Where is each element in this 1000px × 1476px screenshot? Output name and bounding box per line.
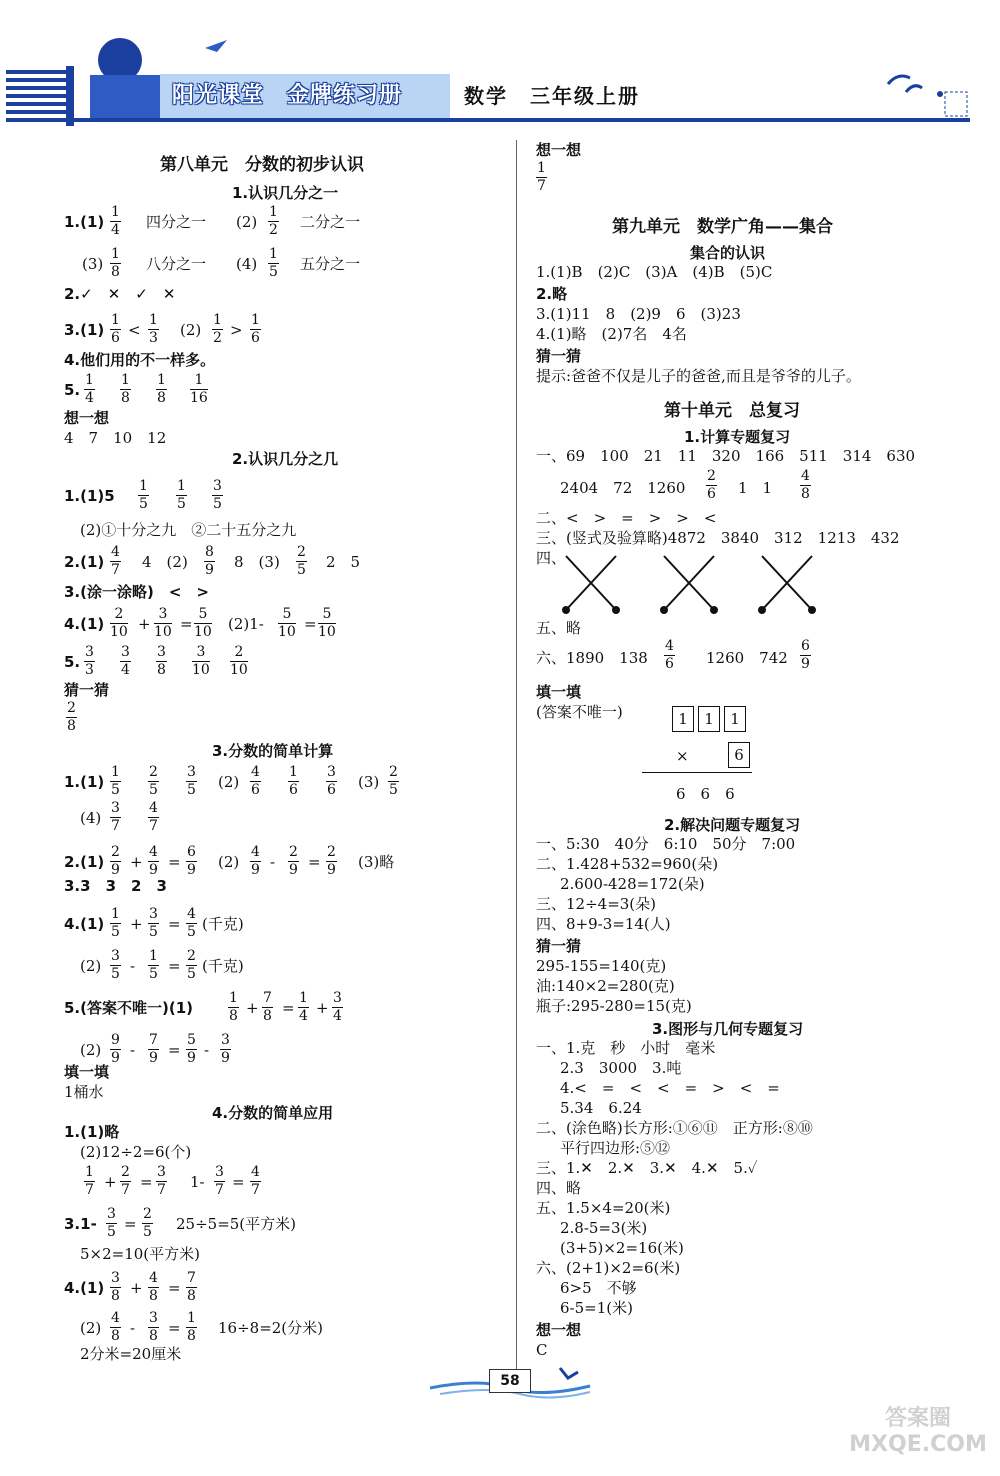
- section-title: 4.分数的简单应用: [212, 1104, 334, 1122]
- fraction: $\frac{7}{8}$: [187, 1270, 196, 1304]
- answer-line: 六、(2+1)×2=6(米): [536, 1259, 681, 1277]
- answer-text: (2): [236, 213, 258, 231]
- think-label: 想一想: [536, 141, 582, 159]
- fraction: $\frac{4}{7}$: [149, 800, 158, 834]
- answer-line: 1桶水: [64, 1083, 104, 1101]
- answer-line: 三、12÷4=3(朵): [536, 895, 657, 913]
- fraction: $\frac{1}{7}$: [85, 1164, 94, 1198]
- answer-line: 一、1.克 秒 小时 毫米: [536, 1039, 716, 1057]
- fraction: $\frac{4}{9}$: [251, 844, 260, 878]
- fraction: $\frac{1}{8}$: [187, 1310, 196, 1344]
- digit-box: 1: [698, 706, 720, 732]
- answer-line: 二、< > = > > <: [536, 509, 717, 527]
- fraction: $\frac{1}{2}$: [213, 312, 222, 346]
- fraction: $\frac{4}{7}$: [251, 1164, 260, 1198]
- fraction: $\frac{3}{7}$: [215, 1164, 224, 1198]
- page-header: [0, 30, 1000, 140]
- column-divider: [516, 140, 517, 1370]
- fraction: $\frac{3}{8}$: [111, 1270, 120, 1304]
- fraction: $\frac{1}{5}$: [177, 478, 186, 512]
- q-label: 5.: [64, 653, 81, 671]
- fraction: $\frac{2}{5}$: [149, 764, 158, 798]
- fraction: $\frac{1}{6}$: [111, 312, 120, 346]
- page-number: 58: [489, 1369, 531, 1393]
- guess-label: 猜一猜: [64, 681, 110, 699]
- answer-line: 二、1.428+532=960(朵): [536, 855, 719, 873]
- answer-line: (3+5)×2=16(米): [560, 1239, 684, 1257]
- fraction: $\frac{2}{9}$: [327, 844, 336, 878]
- fraction: $\frac{5}{10}$: [318, 606, 336, 640]
- section-title: 1.认识几分之一: [232, 184, 339, 202]
- fraction: $\frac{5}{10}$: [194, 606, 212, 640]
- answer-line: 2.600-428=172(朵): [560, 875, 705, 893]
- fraction: $\frac{1}{5}$: [269, 246, 278, 280]
- watermark-text: 答案圈 MXQE.COM: [849, 1406, 987, 1457]
- answer-line: 6>5 不够: [560, 1279, 637, 1297]
- fill-note: (答案不唯一): [536, 703, 623, 721]
- answer-line: 三、1.✕ 2.✕ 3.✕ 4.✕ 5.✓: [536, 1159, 758, 1177]
- fill-result: 6 6 6: [676, 785, 735, 803]
- answer-line: 4.他们用的不一样多。: [64, 351, 216, 369]
- fraction: $\frac{3}{5}$: [213, 478, 222, 512]
- fraction: $\frac{6}{9}$: [801, 638, 810, 672]
- fraction: $\frac{4}{5}$: [187, 906, 196, 940]
- section-title: 1.计算专题复习: [684, 428, 791, 446]
- unit8-title: 第八单元 分数的初步认识: [160, 155, 364, 175]
- answer-line: 3.(1)11 8 (2)9 6 (3)23: [536, 305, 741, 323]
- answer-line: 4.(1)略 (2)7名 4名: [536, 325, 687, 343]
- fraction: $\frac{1}{8}$: [157, 372, 166, 406]
- unit-text: (千克): [202, 915, 244, 933]
- fraction: $\frac{3}{5}$: [107, 1206, 116, 1240]
- fraction: $\frac{2}{6}$: [707, 468, 716, 502]
- q-label: (3): [82, 255, 104, 273]
- fraction: $\frac{1}{2}$: [269, 204, 278, 238]
- fraction: $\frac{3}{10}$: [154, 606, 172, 640]
- fraction: $\frac{5}{10}$: [278, 606, 296, 640]
- fraction: $\frac{1}{8}$: [121, 372, 130, 406]
- fraction: $\frac{4}{8}$: [111, 1310, 120, 1344]
- q-label: 5.: [64, 381, 81, 399]
- fraction: $\frac{1}{6}$: [289, 764, 298, 798]
- answer-line: 1.(1)略: [64, 1123, 120, 1141]
- answer-line: 瓶子:295-280=15(克): [536, 997, 692, 1015]
- answer-line: 4.< = < < = > < =: [560, 1079, 780, 1097]
- matching-lines: [556, 550, 836, 618]
- fraction: $\frac{1}{7}$: [537, 160, 546, 194]
- fraction: $\frac{3}{5}$: [111, 948, 120, 982]
- fraction: $\frac{2}{5}$: [389, 764, 398, 798]
- section-title: 集合的认识: [690, 244, 766, 262]
- fraction: $\frac{3}{7}$: [111, 800, 120, 834]
- q-label: 1.(1)5: [64, 487, 115, 505]
- fraction: $\frac{3}{9}$: [221, 1032, 230, 1066]
- fraction: $\frac{7}{8}$: [263, 990, 272, 1024]
- watermark: [848, 1406, 988, 1458]
- answer-line: 油:140×2=280(克): [536, 977, 675, 995]
- fraction: $\frac{1}{5}$: [111, 906, 120, 940]
- fraction: $\frac{6}{9}$: [187, 844, 196, 878]
- section-title: 2.认识几分之几: [232, 450, 339, 468]
- answer-line: 2.8-5=3(米): [560, 1219, 648, 1237]
- answer-line: 四、略: [536, 1179, 582, 1197]
- subject-title: 数学 三年级上册: [464, 84, 640, 108]
- answer-line: 2.✓ ✕ ✓ ✕: [64, 285, 176, 303]
- fraction: $\frac{2}{7}$: [121, 1164, 130, 1198]
- answer-line: 5.34 6.24: [560, 1099, 642, 1117]
- q-label: 4.(1): [64, 1279, 105, 1297]
- answer-text: 25÷5=5(平方米): [176, 1215, 297, 1233]
- answer-line: 4 7 10 12: [64, 429, 167, 447]
- fraction: $\frac{1}{5}$: [139, 478, 148, 512]
- fraction: $\frac{8}{9}$: [205, 544, 214, 578]
- fraction: $\frac{2}{10}$: [110, 606, 128, 640]
- answer-text: 五分之一: [300, 255, 361, 273]
- fraction: $\frac{3}{5}$: [149, 906, 158, 940]
- fraction: $\frac{5}{9}$: [187, 1032, 196, 1066]
- fraction: $\frac{1}{16}$: [190, 372, 208, 406]
- q-label: 1.(1): [64, 773, 105, 791]
- q-label: 3.1-: [64, 1215, 97, 1233]
- fraction: $\frac{2}{10}$: [230, 644, 248, 678]
- guess-label: 猜一猜: [536, 347, 582, 365]
- fraction: $\frac{2}{9}$: [111, 844, 120, 878]
- fraction: $\frac{3}{8}$: [157, 644, 166, 678]
- unit10-title: 第十单元 总复习: [664, 401, 800, 421]
- q-label: 3.(1): [64, 321, 105, 339]
- answer-line: 平行四边形:⑤⑫: [560, 1139, 671, 1157]
- fraction: $\frac{3}{6}$: [327, 764, 336, 798]
- fraction: $\frac{9}{9}$: [111, 1032, 120, 1066]
- answer-line: 1.(1)B (2)C (3)A (4)B (5)C: [536, 263, 773, 281]
- fraction: $\frac{4}{8}$: [801, 468, 810, 502]
- fraction: $\frac{3}{8}$: [149, 1310, 158, 1344]
- fraction: $\frac{2}{9}$: [289, 844, 298, 878]
- fraction: $\frac{1}{3}$: [149, 312, 158, 346]
- fraction: $\frac{1}{5}$: [111, 764, 120, 798]
- answer-text: (4): [236, 255, 258, 273]
- answer-line: 五、略: [536, 619, 582, 637]
- answer-line: 一、5:30 40分 6:10 50分 7:00: [536, 835, 796, 853]
- fraction: $\frac{3}{3}$: [85, 644, 94, 678]
- answer-line: 四、8+9-3=14(人): [536, 915, 671, 933]
- fraction: $\frac{1}{8}$: [111, 246, 120, 280]
- answer-line: 提示:爸爸不仅是儿子的爸爸,而且是爷爷的儿子。: [536, 367, 861, 385]
- fraction: $\frac{1}{6}$: [251, 312, 260, 346]
- answer-text: 四分之一: [146, 213, 207, 231]
- q-label: 1.(1): [64, 213, 105, 231]
- fraction: $\frac{1}{4}$: [111, 204, 120, 238]
- answer-line: 6-5=1(米): [560, 1299, 633, 1317]
- fraction: $\frac{4}{8}$: [149, 1270, 158, 1304]
- fraction: $\frac{4}{9}$: [149, 844, 158, 878]
- answer-line: 2.略: [536, 285, 568, 303]
- fraction: $\frac{2}{5}$: [297, 544, 306, 578]
- fraction: $\frac{3}{10}$: [192, 644, 210, 678]
- sum-line: [642, 772, 752, 773]
- answer-line: 3.3 3 2 3: [64, 877, 167, 895]
- fraction: $\frac{4}{6}$: [665, 638, 674, 672]
- answer-line: 5×2=10(平方米): [80, 1245, 201, 1263]
- answer-line: (2)12÷2=6(个): [80, 1143, 192, 1161]
- answer-text: 八分之一: [146, 255, 207, 273]
- q-label: 4.(1): [64, 915, 105, 933]
- guess-label: 猜一猜: [536, 937, 582, 955]
- fraction: $\frac{2}{5}$: [187, 948, 196, 982]
- q-label: 5.(答案不唯一)(1): [64, 999, 193, 1017]
- times-sign: ×: [676, 747, 689, 765]
- section-title: 3.分数的简单计算: [212, 742, 334, 760]
- section-title: 3.图形与几何专题复习: [652, 1020, 804, 1038]
- fraction: $\frac{3}{5}$: [187, 764, 196, 798]
- answer-line: 3.(涂一涂略) < >: [64, 583, 209, 601]
- answer-text: 二分之一: [300, 213, 361, 231]
- answer-line: 五、1.5×4=20(米): [536, 1199, 671, 1217]
- fraction: $\frac{4}{7}$: [111, 544, 120, 578]
- fraction: $\frac{7}{9}$: [149, 1032, 158, 1066]
- answer-line: (2)①十分之九 ②二十五分之九: [80, 521, 297, 539]
- fraction: $\frac{1}{4}$: [299, 990, 308, 1024]
- fraction: $\frac{2}{5}$: [143, 1206, 152, 1240]
- fraction: $\frac{1}{8}$: [229, 990, 238, 1024]
- answer-text: 1 1: [738, 479, 773, 497]
- answer-text: 2404 72 1260: [560, 479, 686, 497]
- answer-line: 二、(涂色略)长方形:①⑥⑪ 正方形:⑧⑩: [536, 1119, 813, 1137]
- think-label: 想一想: [536, 1321, 582, 1339]
- q-label: 2.(1): [64, 853, 105, 871]
- think-label: 想一想: [64, 409, 110, 427]
- digit-box: 1: [724, 706, 746, 732]
- fill-label: 填一填: [536, 683, 582, 701]
- answer-line: 2.3 3000 3.吨: [560, 1059, 682, 1077]
- fill-label: 填一填: [64, 1063, 110, 1081]
- answer-line: 2分米=20厘米: [80, 1345, 182, 1363]
- answer-text: 16÷8=2(分米): [218, 1319, 324, 1337]
- fraction: $\frac{1}{5}$: [149, 948, 158, 982]
- fraction: $\frac{2}{8}$: [67, 700, 76, 734]
- fraction: $\frac{4}{6}$: [251, 764, 260, 798]
- q-label: 2.(1): [64, 553, 105, 571]
- answer-text: 1260 742: [706, 649, 788, 667]
- fraction: $\frac{3}{4}$: [333, 990, 342, 1024]
- unit-text: (千克): [202, 957, 244, 975]
- answer-line: 295-155=140(克): [536, 957, 667, 975]
- section-title: 2.解决问题专题复习: [664, 816, 801, 834]
- answer-text: 六、1890 138: [536, 649, 648, 667]
- digit-box: 6: [728, 742, 750, 768]
- answer-line: 一、69 100 21 11 320 166 511 314 630: [536, 447, 916, 465]
- digit-box: 1: [672, 706, 694, 732]
- q-label: 4.(1): [64, 615, 105, 633]
- fraction: $\frac{3}{4}$: [121, 644, 130, 678]
- answer-label: 四、: [536, 549, 567, 567]
- answer-line: C: [536, 1341, 548, 1359]
- fraction: $\frac{1}{4}$: [85, 372, 94, 406]
- answer-line: 三、(竖式及验算略)4872 3840 312 1213 432: [536, 529, 900, 547]
- brand-title: 阳光课堂 金牌练习册: [172, 83, 403, 108]
- unit9-title: 第九单元 数学广角——集合: [612, 217, 833, 237]
- fraction: $\frac{3}{7}$: [157, 1164, 166, 1198]
